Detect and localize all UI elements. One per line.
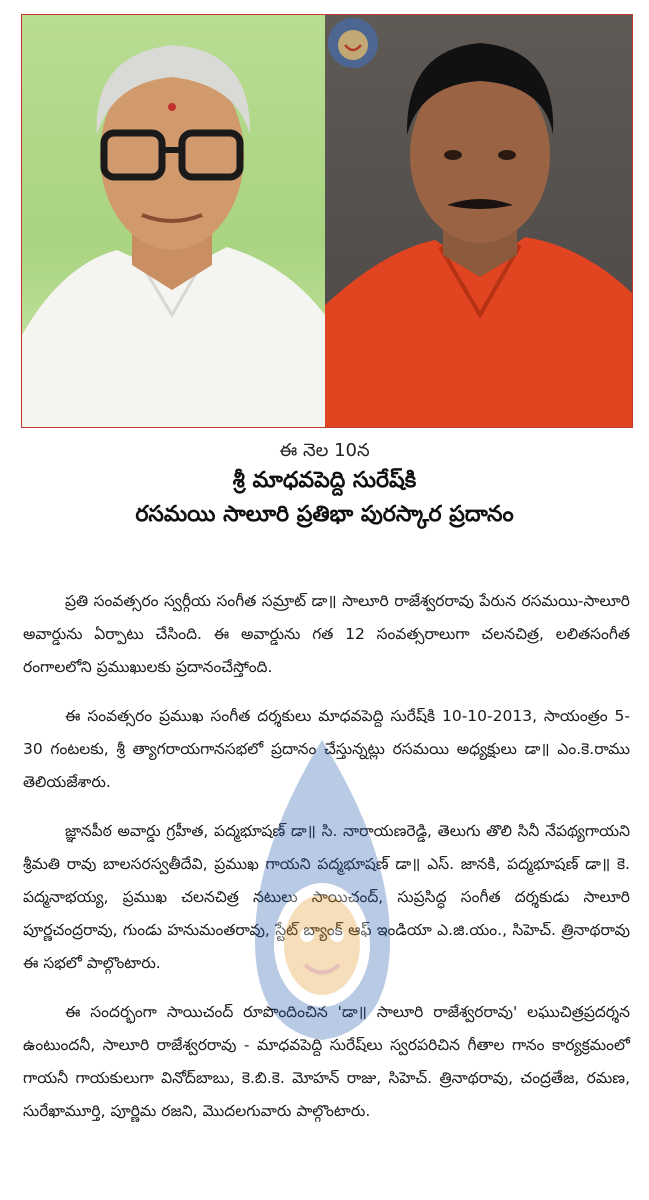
headline-title-line-2: రసమయి సాలూరి ప్రతిభా పురస్కార ప్రదానం [135,502,514,527]
article-paragraph: ఈ సందర్భంగా సాయిచంద్ రూపొందించిన 'డా॥ సాలూరి రాజేశ్వరరావు' లఘుచిత్రప్రదర్శన ఉంటుందనీ, సాలూరి రాజేశ్వరరావు - మాధవపెద్ది సురేష్‌లు స్వరపరిచిన గీతాల గానం కార్యక్రమంలో గాయనీ గాయకులుగా వినోద్‌బాబు, కె.బి.కె. మోహన్ రాజు, సిహెచ్. త్రినాథరావు, చంద్రతేజ, రమణ, సురేఖామూర్తి, పూర్ణిమ రజని, మొదలగువారు పాల్గొంటారు. [23,1003,630,1120]
header-photos [21,14,633,428]
article-body [23,585,630,1144]
portrait-left-illustration [22,15,325,427]
headline-title-line-1: శ్రీ మాధవపెద్ది సురేష్‌కి [232,468,417,493]
portrait-photo-left [22,15,325,427]
portrait-photo-right [325,15,632,427]
headline [0,438,649,532]
headline-date: ఈ నెల 10న [279,440,370,461]
article-paragraph: ప్రతి సంవత్సరం స్వర్గీయ సంగీత సమ్రాట్ డా॥ సాలూరి రాజేశ్వరరావు పేరున రసమయి-సాలూరి అవార్డును ఏర్పాటు చేసింది. ఈ అవార్డును గత 12 సంవత్సరాలుగా చలనచిత్ర, లలితసంగీత రంగాలలోని ప్రముఖులకు ప్రదానంచేస్తోంది. [23,592,630,676]
article-paragraph: జ్ఞానపీఠ అవార్డు గ్రహీత, పద్మభూషణ్ డా॥ సి. నారాయణరెడ్డి, తెలుగు తొలి సినీ నేపథ్యగాయని శ్రీమతి రావు బాలసరస్వతీదేవి, ప్రముఖ గాయని పద్మభూషణ్ డా॥ ఎస్. జానకి, పద్మభూషణ్ డా॥ కె. పద్మనాభయ్య, ప్రముఖ చలనచిత్ర నటులు సాయిచంద్, సుప్రసిద్ధ సంగీత దర్శకుడు సాలూరి పూర్ణచంద్రరావు, గుండు హనుమంతరావు, స్టేట్ బ్యాంక్ ఆఫ్ ఇండియా ఎ.జి.యం., సిహెచ్. త్రినాథరావు ఈ సభలో పాల్గొంటారు. [23,822,630,972]
site-logo-icon [325,15,381,71]
portrait-right-illustration [325,15,632,427]
article-paragraph: ఈ సంవత్సరం ప్రముఖ సంగీత దర్శకులు మాధవపెద్ది సురేష్‌కి 10-10-2013, సాయంత్రం 5-30 గంటలకు, శ్రీ త్యాగరాయగానసభలో ప్రదానం చేస్తున్నట్లు రసమయి అధ్యక్షులు డా॥ ఎం.కె.రాము తెలియజేశారు. [23,707,630,791]
